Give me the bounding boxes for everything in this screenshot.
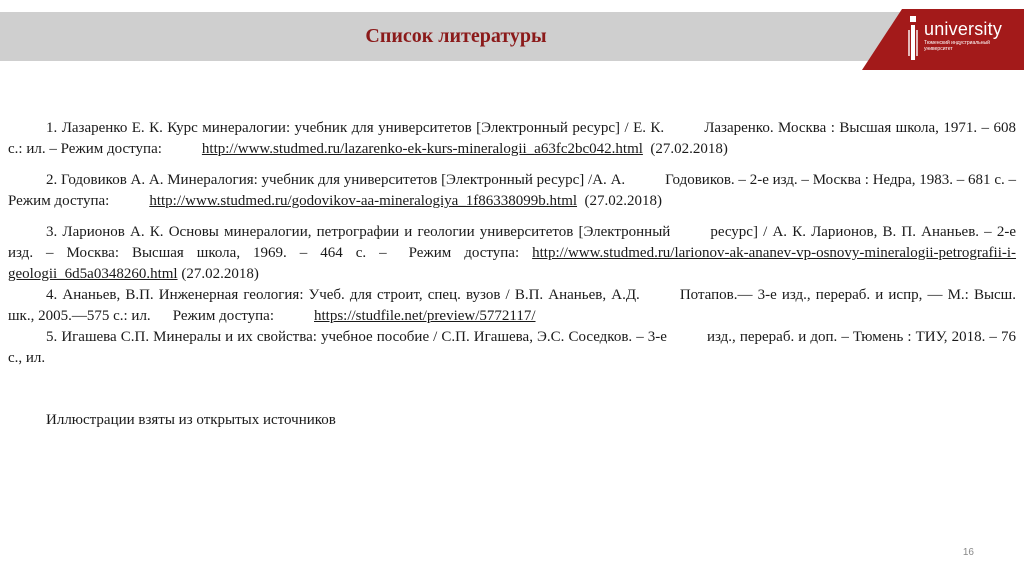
reference-item: 2. Годовиков А. А. Минералогия: учебник для университетов [Электронный ресурс] /А. А. Годовиков. – 2-е изд. – Москва : Недра, 1983. – 681 с. – Режим доступа: http://www.studmed.ru/godovikov-aa-mineralogiya_1f86338099b.html (27.02.2018): [8, 172, 1016, 209]
reference-link[interactable]: http://www.studmed.ru/larionov-ak-ananev-vp-osnovy-mineralogii-petrografii-i-geologii_6d5a0348260.html: [8, 245, 1017, 282]
illustrations-note: Иллюстрации взяты из открытых источников: [46, 412, 336, 428]
reference-list: [8, 118, 1016, 369]
reference-item: 3. Ларионов А. К. Основы минералогии, петрографии и геологии университетов [Электронный ресурс] / А. К. Ларионов, В. П. Ананьев. – 2-е изд. – Москва: Высшая школа, 1969. – 464 с. – Режим доступа: http://www.studmed.ru/larionov-ak-ananev-vp-osnovy-mineralogii-petrografii-i-geologii_6d5a0348260.html (27.02.2018): [8, 224, 1017, 282]
slide-title: Список литературы: [365, 25, 547, 47]
reference-item: 1. Лазаренко Е. К. Курс минералогии: учебник для университетов [Электронный ресурс] / Е. К. Лазаренко. Москва : Высшая школа, 1971. – 608 с.: ил. – Режим доступа: http://www.studmed.ru/lazarenko-ek-kurs-mineralogii_a63fc2bc042.html (27.02.2018): [8, 120, 1016, 157]
page-number: 16: [962, 547, 974, 558]
reference-link[interactable]: https://studfile.net/preview/5772117/: [314, 308, 536, 324]
logo-subtitle: Тюменский индустриальный университет: [924, 40, 990, 52]
reference-item: 5. Игашева С.П. Минералы и их свойства: учебное пособие / С.П. Игашева, Э.С. Соседков. – 3-е изд., перераб. и доп. – Тюмень : ТИУ, 2018. – 76 с., ил.: [8, 329, 1016, 366]
logo-wordmark: university: [924, 19, 1003, 39]
reference-link[interactable]: http://www.studmed.ru/godovikov-aa-mineralogiya_1f86338099b.html: [149, 193, 578, 209]
reference-link[interactable]: http://www.studmed.ru/lazarenko-ek-kurs-mineralogii_a63fc2bc042.html: [201, 141, 643, 157]
reference-item: 4. Ананьев, В.П. Инженерная геология: Учеб. для строит, спец. вузов / В.П. Ананьев, А.Д. Потапов.— 3-е изд., перераб. и испр, — М.: Высш. шк., 2005.—575 с.: ил. Режим доступа: https://studfile.net/preview/5772117/: [8, 287, 1016, 324]
university-logo-icon: [908, 16, 918, 60]
